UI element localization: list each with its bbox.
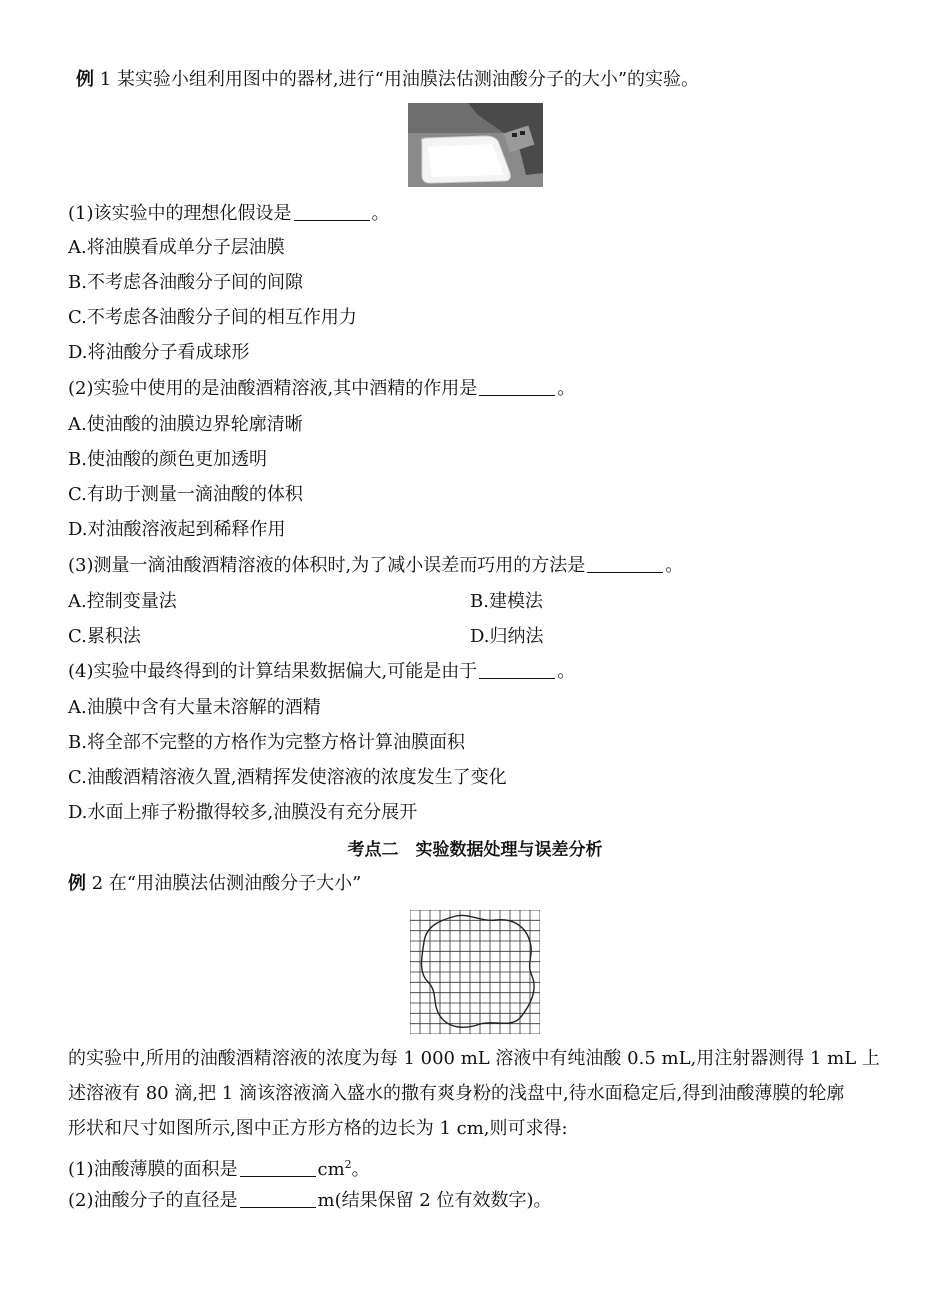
option: C.累积法 [68, 626, 141, 647]
option: D.归纳法 [470, 626, 544, 647]
option: B.将全部不完整的方格作为完整方格计算油膜面积 [68, 732, 465, 753]
question-1-4: (4)实验中最终得到的计算结果数据偏大,可能是由于 。 [68, 661, 576, 682]
answer-blank [240, 1189, 316, 1208]
question-1-2: (2)实验中使用的是油酸酒精溶液,其中酒精的作用是 。 [68, 378, 576, 399]
example-2-paragraph-line: 述溶液有 80 滴,把 1 滴该溶液滴入盛水的撒有爽身粉的浅盘中,待水面稳定后,得到油酸薄膜的轮廓 [68, 1083, 845, 1104]
answer-blank [479, 660, 555, 679]
option: A.使油酸的油膜边界轮廓清晰 [68, 414, 303, 435]
option: D.水面上痱子粉撒得较多,油膜没有充分展开 [68, 802, 418, 823]
answer-blank [240, 1158, 316, 1177]
option: B.不考虑各油酸分子间的间隙 [68, 272, 303, 293]
example-label: 例 [68, 873, 86, 894]
question-2-2: (2)油酸分子的直径是 m(结果保留 2 位有效数字)。 [68, 1190, 552, 1211]
option: C.不考虑各油酸分子间的相互作用力 [68, 307, 357, 328]
option: B.建模法 [470, 591, 543, 612]
example-2-paragraph-line: 的实验中,所用的油酸酒精溶液的浓度为每 1 000 mL 溶液中有纯油酸 0.5 mL,用注射器测得 1 mL 上 [68, 1048, 880, 1069]
option: C.有助于测量一滴油酸的体积 [68, 484, 303, 505]
answer-blank [479, 377, 555, 396]
question-1-3: (3)测量一滴油酸酒精溶液的体积时,为了减小误差而巧用的方法是 。 [68, 555, 684, 576]
oil-film-grid-figure [410, 910, 540, 1034]
option: A.将油膜看成单分子层油膜 [68, 237, 285, 258]
answer-blank [294, 202, 370, 221]
example-1-intro: 例 1 某实验小组利用图中的器材,进行“用油膜法估测油酸分子的大小”的实验。 [76, 69, 700, 90]
question-1-1: (1)该实验中的理想化假设是 。 [68, 203, 390, 224]
answer-blank [587, 554, 663, 573]
option: D.对油酸溶液起到稀释作用 [68, 519, 286, 540]
option: D.将油酸分子看成球形 [68, 342, 250, 363]
example-2-intro: 例 2 在“用油膜法估测油酸分子大小” [68, 873, 362, 894]
example-label: 例 [76, 69, 94, 90]
example-2-paragraph-line: 形状和尺寸如图所示,图中正方形方格的边长为 1 cm,则可求得: [68, 1118, 568, 1139]
option: A.油膜中含有大量未溶解的酒精 [68, 697, 321, 718]
option: B.使油酸的颜色更加透明 [68, 449, 267, 470]
option: C.油酸酒精溶液久置,酒精挥发使溶液的浓度发生了变化 [68, 767, 507, 788]
question-2-1: (1)油酸薄膜的面积是 $cm^2$。 [68, 1158, 370, 1180]
option: A.控制变量法 [68, 591, 177, 612]
apparatus-photo [408, 103, 543, 187]
section-title: 考点二 实验数据处理与误差分析 [347, 840, 603, 860]
